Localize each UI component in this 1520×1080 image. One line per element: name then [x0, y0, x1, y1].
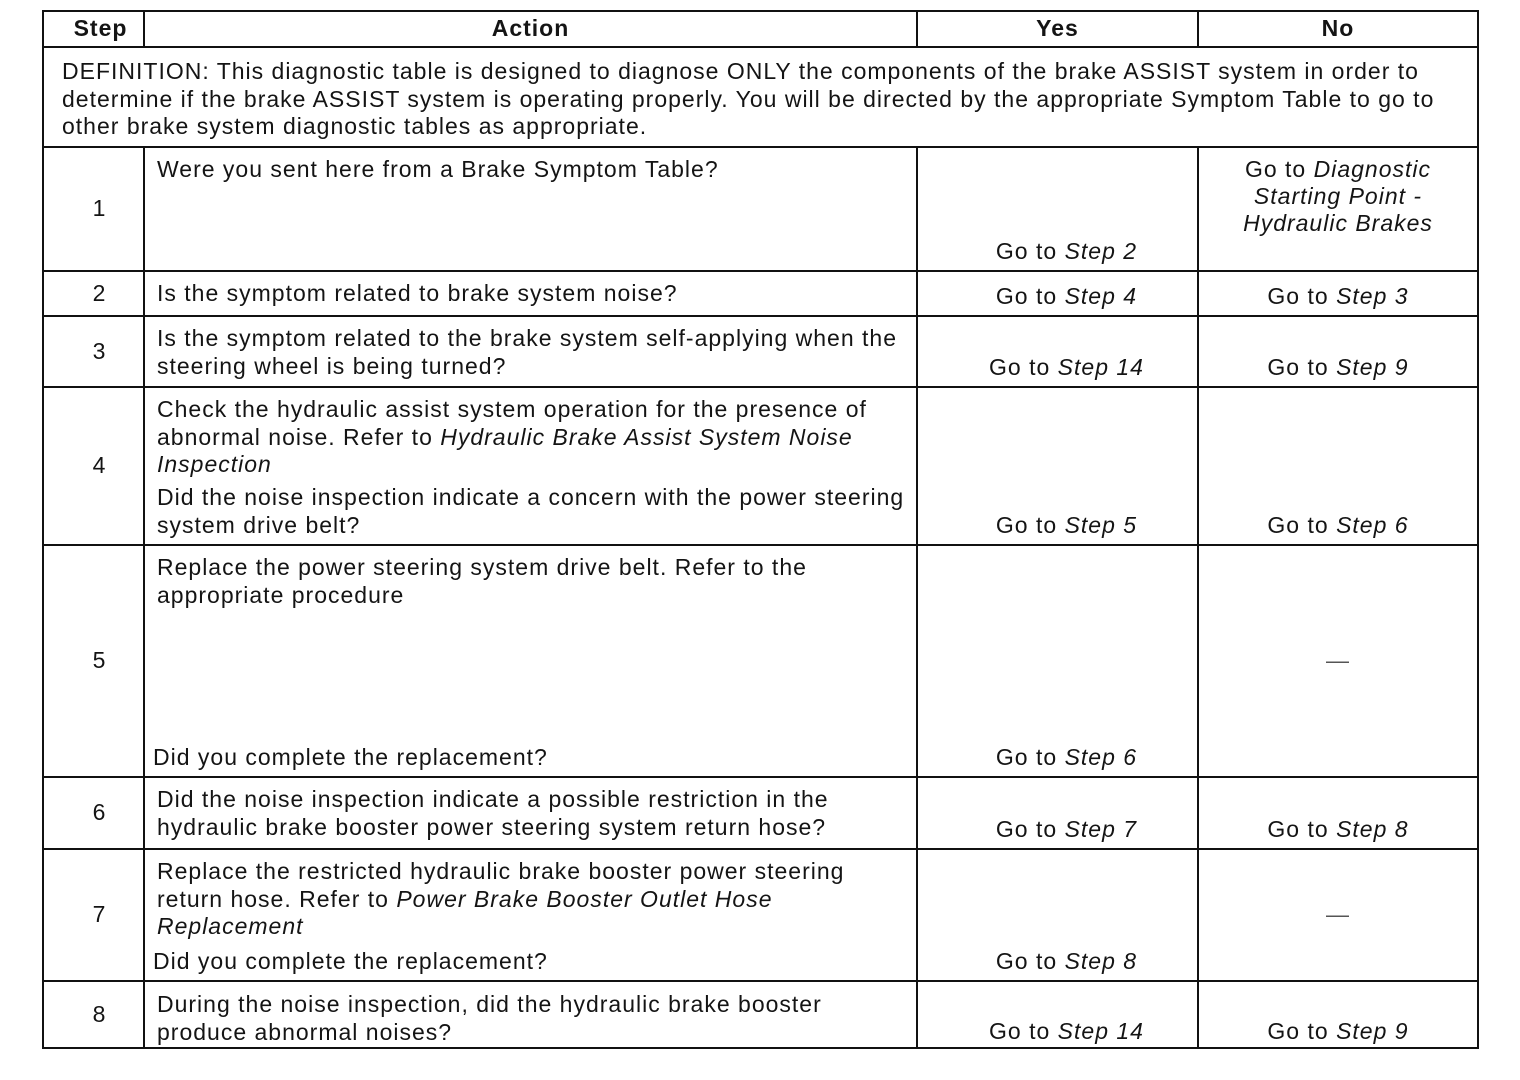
action-line: Is the symptom related to the brake system self-applying when the: [157, 325, 897, 351]
action-text: [157, 325, 908, 380]
question-line: Did the noise inspection indicate a concern with the power steering: [157, 484, 905, 510]
step-5-action: [145, 546, 918, 778]
not-applicable-dash: —: [1326, 901, 1350, 928]
step-number: 7: [92, 901, 107, 928]
yes-result: [989, 354, 1144, 382]
step-5-yes: [918, 546, 1199, 778]
step-reference: Step 8: [1064, 947, 1138, 974]
action-line: Did the noise inspection indicate a possible restriction in the: [157, 786, 829, 812]
definition-line: determine if the brake ASSIST system is operating properly. You will be directed by the appropriate Symptom Table to go to: [62, 85, 1435, 112]
action-text: [157, 991, 908, 1046]
no-result: [1267, 512, 1408, 540]
goto-prefix: Go to: [1267, 511, 1329, 538]
action-line: hydraulic brake booster power steering system return hose?: [157, 813, 827, 840]
step-3-yes: [918, 317, 1199, 388]
step-8-action: [145, 982, 918, 1047]
action-line: steering wheel is being turned?: [157, 352, 507, 379]
step-3-no: [1199, 317, 1477, 388]
step-number: 2: [92, 279, 107, 306]
step-7-action: [145, 850, 918, 982]
goto-prefix: Go to: [1267, 282, 1329, 309]
goto-prefix: Go to: [995, 947, 1058, 974]
procedure-reference: Diagnostic Starting Point - Hydraulic Brakes: [1243, 156, 1433, 236]
step-reference: Step 8: [1336, 815, 1409, 842]
action-line: appropriate procedure: [157, 581, 405, 608]
header-action: Action: [145, 12, 918, 48]
action-line: During the noise inspection, did the hydraulic brake booster: [157, 991, 822, 1017]
step-6-yes: [918, 778, 1199, 850]
procedure-reference: Inspection: [157, 451, 272, 477]
header-step: Step: [44, 12, 145, 48]
action-question: [153, 744, 908, 772]
action-line-text: return hose. Refer to: [157, 885, 389, 912]
no-result: [1267, 354, 1408, 382]
step-6-no: [1199, 778, 1477, 850]
step-6-cell: [44, 778, 145, 850]
definition-line: DEFINITION: This diagnostic table is designed to diagnose ONLY the components of the brake ASSIST system in order to: [62, 58, 1419, 84]
step-4-cell: [44, 388, 145, 546]
action-line: Check the hydraulic assist system operation for the presence of: [157, 396, 867, 422]
step-reference: Step 14: [1057, 1017, 1144, 1044]
step-reference: Step 9: [1336, 353, 1409, 380]
step-5-cell: [44, 546, 145, 778]
yes-result: [996, 948, 1137, 976]
step-number: 1: [92, 195, 107, 222]
step-reference: Step 7: [1064, 815, 1138, 842]
action-line: [157, 913, 908, 941]
step-2-yes: [918, 272, 1199, 317]
step-number: 5: [92, 647, 107, 674]
step-3-cell: [44, 317, 145, 388]
step-4-yes: [918, 388, 1199, 546]
action-text: [157, 554, 908, 609]
procedure-reference: Hydraulic Brake Assist System Noise: [440, 423, 853, 450]
action-line: Replace the power steering system drive belt. Refer to the: [157, 554, 807, 580]
goto-prefix: Go to: [1267, 815, 1329, 842]
header-yes: Yes: [918, 12, 1199, 48]
question-line: Did you complete the replacement?: [153, 947, 548, 974]
no-result: [1267, 1018, 1408, 1046]
yes-result: [996, 512, 1137, 540]
goto-prefix: Go to: [995, 282, 1058, 309]
no-result: [1267, 816, 1408, 844]
procedure-reference: Replacement: [157, 913, 304, 939]
goto-prefix: Go to: [995, 743, 1058, 770]
action-text: [157, 280, 908, 308]
step-number: 8: [92, 1000, 107, 1027]
step-2-action: [145, 272, 918, 317]
action-text: [157, 786, 908, 841]
not-applicable-dash: —: [1326, 647, 1350, 674]
goto-prefix: Go to: [995, 511, 1058, 538]
step-reference: Step 14: [1057, 353, 1144, 380]
step-8-cell: [44, 982, 145, 1047]
step-2-cell: [44, 272, 145, 317]
goto-prefix: Go to: [989, 1017, 1051, 1044]
step-1-yes: [918, 148, 1199, 272]
step-1-cell: [44, 148, 145, 272]
yes-result: [996, 238, 1137, 266]
step-reference: Step 6: [1064, 743, 1138, 770]
goto-prefix: Go to: [995, 815, 1058, 842]
action-question: [157, 484, 908, 539]
no-result: [1267, 283, 1408, 311]
question-line: Did you complete the replacement?: [153, 743, 548, 770]
action-text: [157, 156, 908, 184]
action-line: produce abnormal noises?: [157, 1018, 453, 1045]
step-2-no: [1199, 272, 1477, 317]
step-reference: Step 4: [1064, 282, 1138, 309]
step-7-yes: [918, 850, 1199, 982]
step-5-no: [1199, 546, 1477, 778]
step-7-no: [1199, 850, 1477, 982]
step-4-action: [145, 388, 918, 546]
action-line: [157, 451, 908, 479]
question-line: system drive belt?: [157, 511, 361, 538]
step-6-action: [145, 778, 918, 850]
definition-line: other brake system diagnostic tables as appropriate.: [62, 113, 648, 139]
yes-result: [996, 283, 1137, 311]
action-line: Were you sent here from a Brake Symptom Table?: [157, 156, 719, 182]
step-3-action: [145, 317, 918, 388]
step-reference: Step 3: [1336, 282, 1409, 309]
step-reference: Step 2: [1064, 237, 1138, 264]
action-question: [153, 948, 908, 976]
goto-prefix: Go to: [1267, 353, 1329, 380]
step-number: 3: [92, 337, 107, 364]
goto-prefix: Go to: [1244, 156, 1307, 182]
step-4-no: [1199, 388, 1477, 546]
action-line: Replace the restricted hydraulic brake booster power steering: [157, 858, 845, 884]
procedure-reference: Power Brake Booster Outlet Hose: [396, 885, 773, 912]
step-number: 4: [92, 452, 107, 479]
step-8-no: [1199, 982, 1477, 1047]
step-number: 6: [92, 799, 107, 826]
action-text: [157, 858, 908, 941]
goto-prefix: Go to: [995, 237, 1058, 264]
yes-result: [996, 744, 1137, 772]
step-1-no: [1199, 148, 1477, 272]
step-reference: Step 6: [1336, 511, 1409, 538]
action-text: [157, 396, 908, 479]
yes-result: [996, 816, 1137, 844]
step-8-yes: [918, 982, 1199, 1047]
step-reference: Step 9: [1336, 1017, 1409, 1044]
definition-cell: [44, 48, 1477, 148]
goto-prefix: Go to: [1267, 1017, 1329, 1044]
step-1-action: [145, 148, 918, 272]
header-no: No: [1199, 12, 1477, 48]
yes-result: [989, 1018, 1144, 1046]
action-line: [157, 424, 908, 452]
action-line: [157, 886, 908, 914]
action-line-text: abnormal noise. Refer to: [157, 423, 433, 450]
step-7-cell: [44, 850, 145, 982]
goto-prefix: Go to: [989, 353, 1051, 380]
step-reference: Step 5: [1064, 511, 1138, 538]
action-line: Is the symptom related to brake system noise?: [157, 280, 678, 306]
diagnostic-table: [42, 10, 1479, 1049]
no-result: [1226, 156, 1451, 237]
